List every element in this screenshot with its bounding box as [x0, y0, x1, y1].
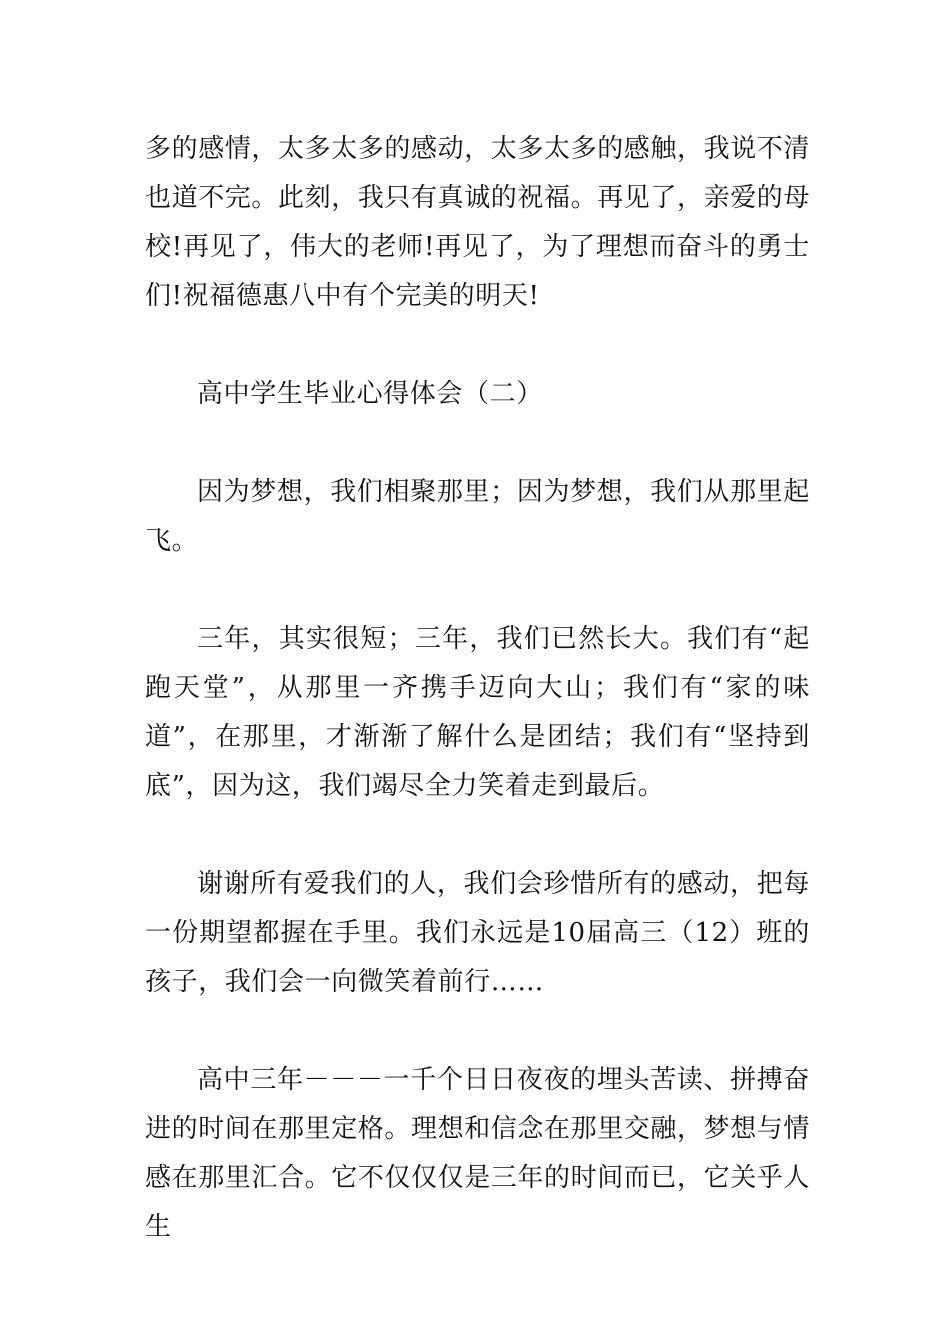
document-page: [145, 125, 810, 1252]
paragraph-high-school: 高中三年－－－一千个日日夜夜的埋头苦读、拼搏奋进的时间在那里定格。理想和信念在那里交融，梦想与情感在那里汇合。它不仅仅仅是三年的时间而已，它关乎人生: [145, 1065, 811, 1242]
paragraph-three-years: 三年，其实很短；三年，我们已然长大。我们有“起跑天堂”，从那里一齐携手迈向大山；我们有“家的味道”，在那里，才渐渐了解什么是团结；我们有“坚持到底”，因为这，我们竭尽全力笑着走到最后。: [145, 624, 810, 801]
section-heading: 高中学生毕业心得体会（二）: [197, 379, 543, 409]
paragraph-closing-wishes: 多的感情，太多太多的感动，太多太多的感触，我说不清也道不完。此刻，我只有真诚的祝福。再见了，亲爱的母校!再见了，伟大的老师!再见了，为了理想而奋斗的勇士们!祝福德惠八中有个完美的明天!: [145, 134, 811, 311]
paragraph-thanks: 谢谢所有爱我们的人，我们会珍惜所有的感动，把每一份期望都握在手里。我们永远是10届高三（12）班的孩子，我们会一向微笑着前行……: [145, 869, 810, 997]
paragraph-dream: 因为梦想，我们相聚那里；因为梦想，我们从那里起飞。: [145, 477, 810, 556]
